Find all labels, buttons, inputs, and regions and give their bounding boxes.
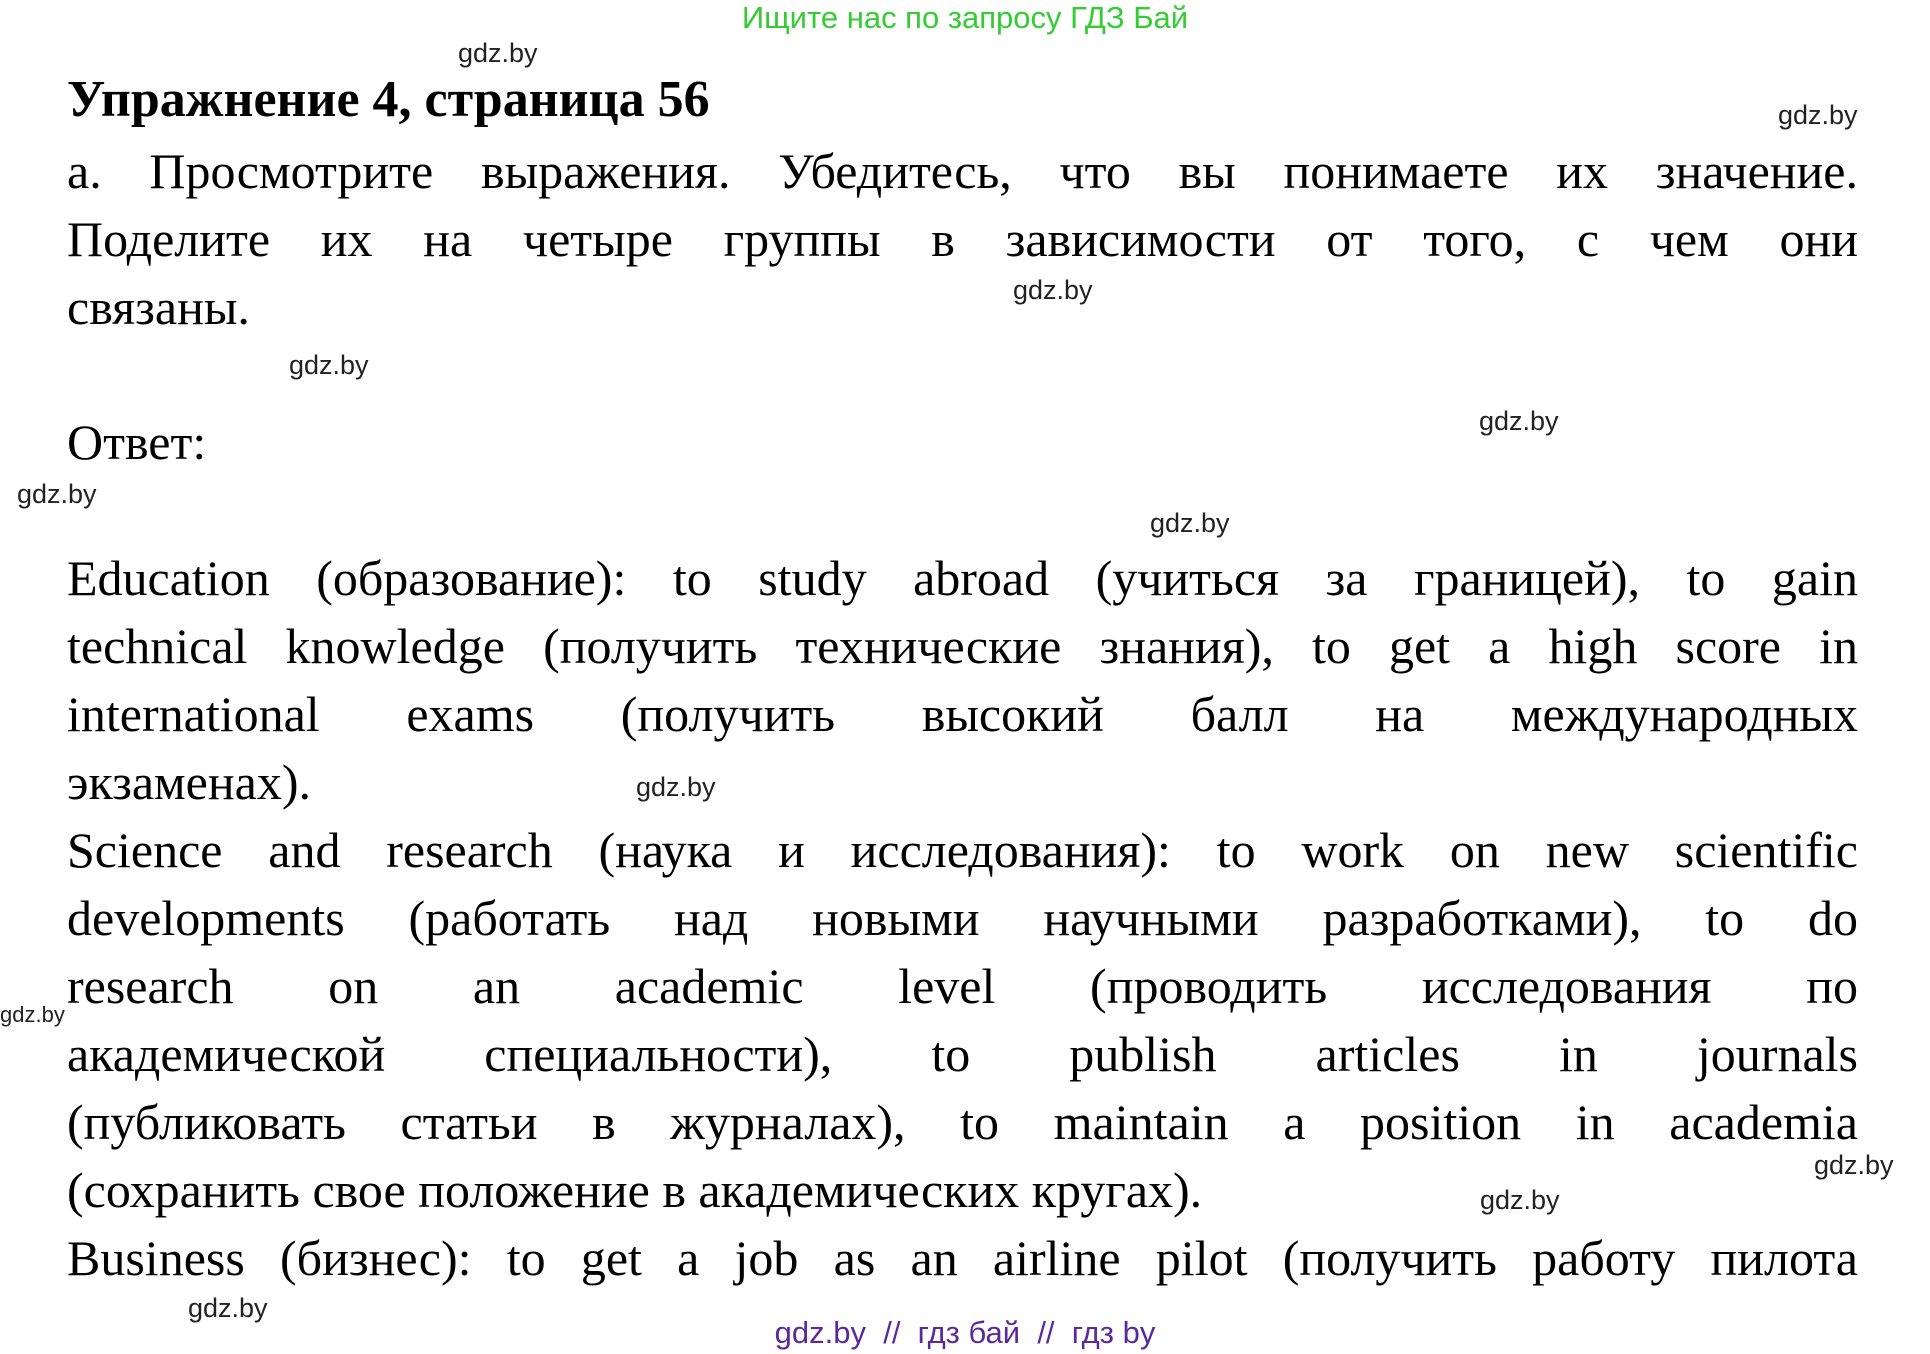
answer-line: international exams (получить высокий балл на международных: [67, 686, 1858, 742]
watermark: gdz.by: [289, 350, 369, 380]
task-line: связаны.: [67, 279, 250, 335]
answer-line: developments (работать над новыми научными разработками), to do: [67, 890, 1858, 946]
watermark: gdz.by: [188, 1293, 268, 1323]
watermark: gdz.by: [17, 479, 97, 509]
answer-line: technical knowledge (получить технические знания), to get a high score in: [67, 618, 1858, 674]
answer-label: Ответ:: [67, 414, 207, 470]
watermark: gdz.by: [1778, 100, 1858, 130]
answer-line: академической специальности), to publish articles in journals: [67, 1026, 1858, 1082]
answer-line: (сохранить свое положение в академических кругах).: [67, 1162, 1203, 1218]
watermark: gdz.by: [1479, 406, 1559, 436]
search-banner-link[interactable]: Ищите нас по запросу ГДЗ Бай: [741, 0, 1189, 35]
answer-line: экзаменах).: [67, 754, 311, 810]
watermark: gdz.by: [1150, 508, 1230, 538]
watermark: gdz.by: [636, 772, 716, 802]
watermark: gdz.by: [458, 38, 538, 68]
watermark: gdz.by: [1480, 1185, 1560, 1215]
answer-line: (публиковать статьи в журналах), to maintain a position in academia: [67, 1094, 1858, 1150]
answer-line: Business (бизнес): to get a job as an airline pilot (получить работу пилота: [67, 1230, 1858, 1286]
task-line: а. Просмотрите выражения. Убедитесь, что вы понимаете их значение.: [67, 143, 1858, 199]
watermark: gdz.by: [0, 1002, 65, 1027]
task-line: Поделите их на четыре группы в зависимости от того, с чем они: [67, 211, 1858, 267]
watermark: gdz.by: [1013, 275, 1093, 305]
exercise-title: Упражнение 4, страница 56: [67, 71, 710, 128]
footer-links[interactable]: gdz.by // гдз бай // гдз by: [774, 1315, 1156, 1350]
answer-line: Education (образование): to study abroad (учиться за границей), to gain: [67, 550, 1858, 606]
answer-line: Science and research (наука и исследования): to work on new scientific: [67, 822, 1858, 878]
watermark: gdz.by: [1814, 1150, 1894, 1180]
answer-line: research on an academic level (проводить исследования по: [67, 958, 1858, 1014]
